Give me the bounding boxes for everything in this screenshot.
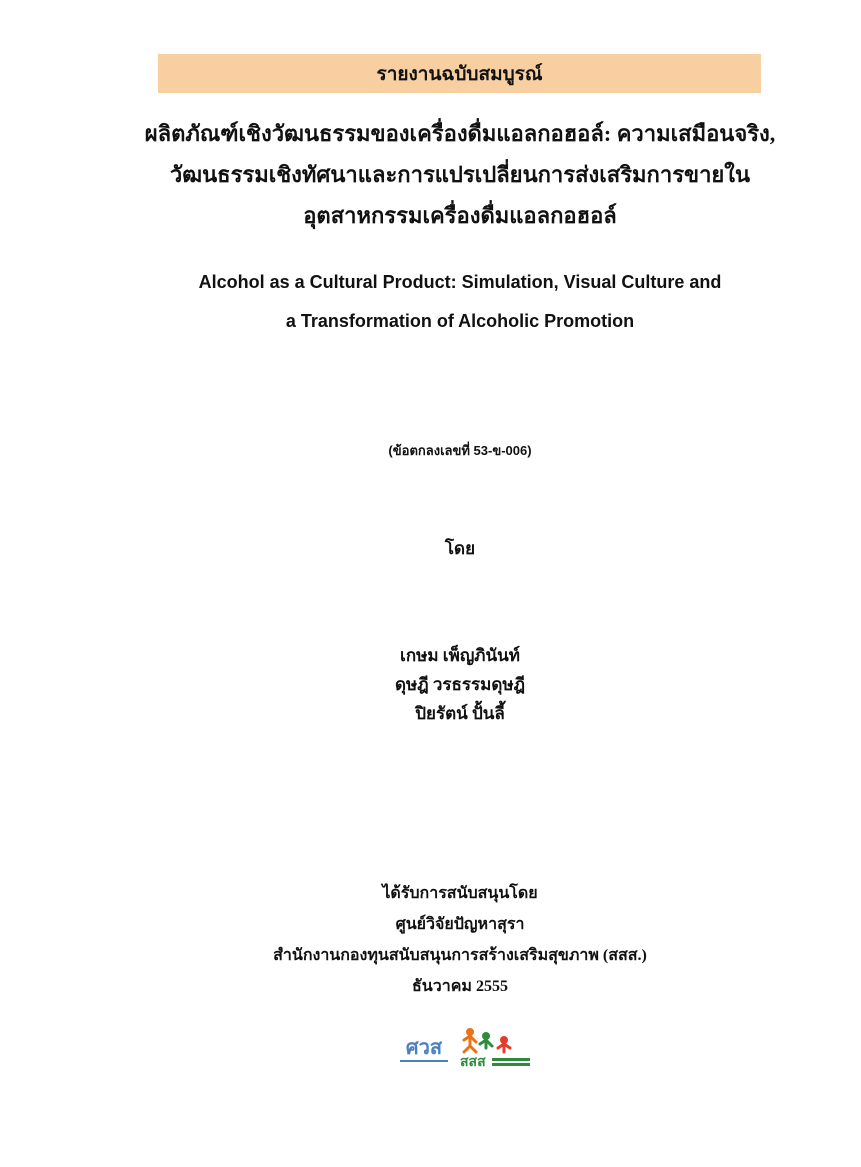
logo-row [396, 1026, 536, 1070]
thaihealth-logo [460, 1026, 532, 1070]
thai-title-line-1: ผลิตภัณฑ์เชิงวัฒนธรรมของเครื่องดื่มแอลกอฮอล์: ความเสมือนจริง, [144, 121, 776, 146]
thai-title [110, 113, 810, 236]
english-title-line-2: a Transformation of Alcoholic Promotion [285, 311, 635, 331]
support-block [110, 878, 810, 1002]
english-title-line-1: Alcohol as a Cultural Product: Simulation, Visual Culture and [198, 272, 722, 292]
report-type-banner [158, 54, 761, 93]
english-title [110, 263, 810, 341]
funding-agency-name: สำนักงานกองทุนสนับสนุนการสร้างเสริมสุขภาพ (สสส.) [273, 947, 647, 964]
thaihealth-logo-text: สสส [460, 1053, 486, 1069]
author-name: ดุษฎี วรธรรมดุษฎี [394, 675, 526, 694]
contract-number: (ข้อตกลงเลขที่ 53-ข-006) [388, 443, 532, 458]
thai-title-line-3: อุตสาหกรรมเครื่องดื่มแอลกอฮอล์ [303, 203, 617, 228]
cas-logo [396, 1032, 452, 1066]
author-name: เกษม เพ็ญภินันท์ [400, 646, 520, 665]
author-name: ปิยรัตน์ ปั้นลี้ [415, 704, 505, 723]
publication-date: ธันวาคม 2555 [412, 978, 508, 995]
research-center-name: ศูนย์วิจัยปัญหาสุรา [395, 916, 525, 933]
support-heading: ได้รับการสนับสนุนโดย [382, 885, 538, 902]
author-list [110, 641, 810, 728]
cas-logo-text: ศวส [405, 1037, 443, 1059]
report-type-label: รายงานฉบับสมบูรณ์ [376, 63, 543, 85]
thai-title-line-2: วัฒนธรรมเชิงทัศนาและการแปรเปลี่ยนการส่งเสริมการขายใน [169, 162, 751, 187]
by-label: โดย [444, 539, 476, 558]
